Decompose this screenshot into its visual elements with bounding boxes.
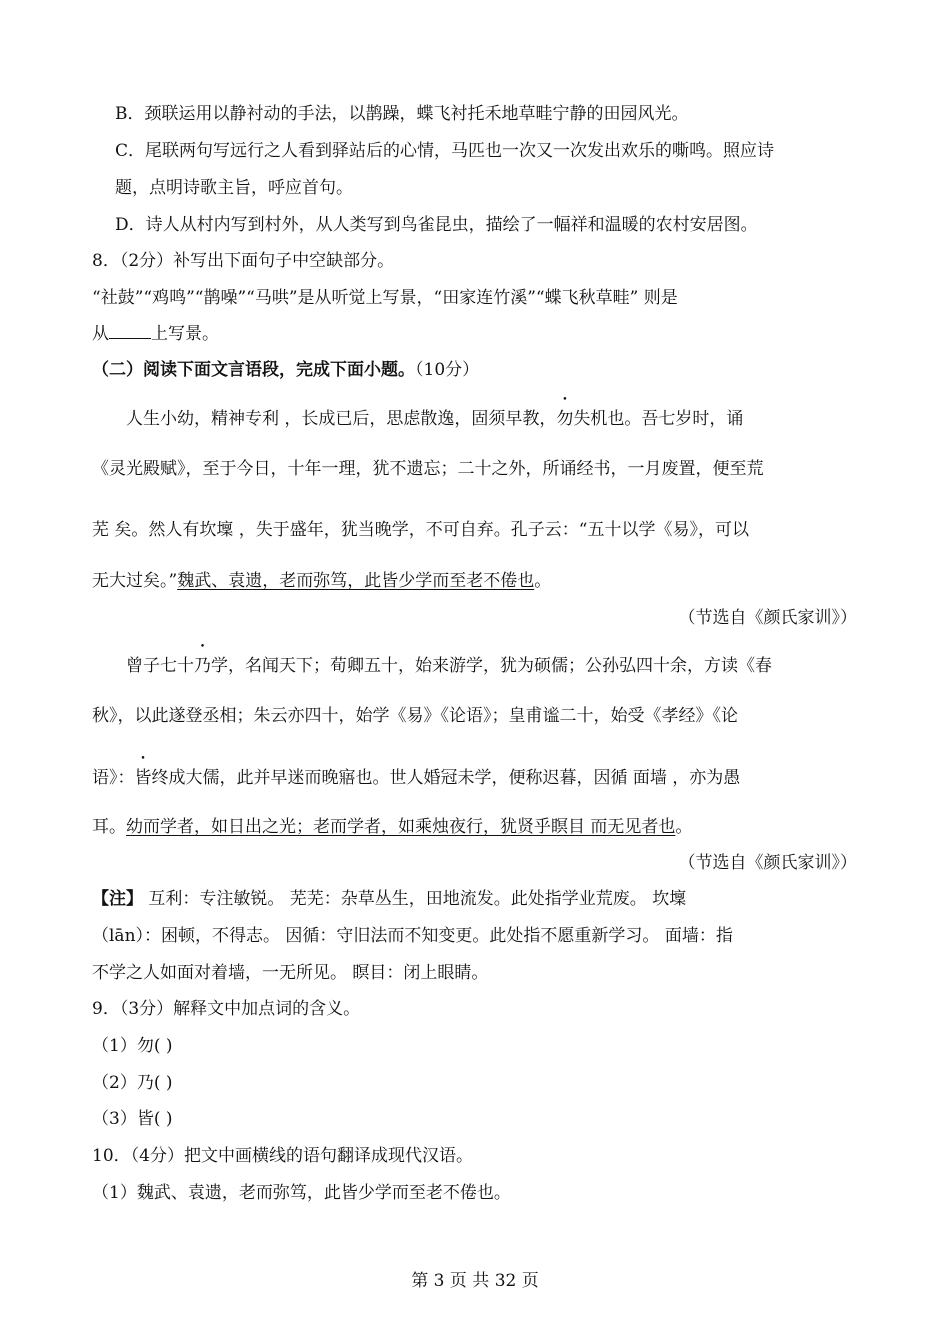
p2-line4 — [92, 815, 692, 839]
q9-item-3: （3）皆( ) — [92, 1109, 173, 1129]
underlined-sentence-1: 魏武、袁遗，老而弥笃，此皆少学而至老不倦也 — [177, 571, 535, 591]
q7-option-d: D．诗人从村内写到村外，从人类写到鸟雀昆虫，描绘了一幅祥和温暖的农村安居图。 — [115, 215, 758, 235]
p2-line4-a: 耳。 — [92, 817, 126, 837]
q8-line2-pre: 从 — [92, 324, 109, 344]
q10-item-1: （1）魏武、袁遗，老而弥笃，此皆少学而至老不倦也。 — [92, 1183, 511, 1203]
note-line1-text: 互利：专注敏锐。 芜芜：杂草丛生，田地流发。此处指学业荒废。 坎壈 — [143, 889, 687, 909]
q8-line2 — [92, 322, 219, 346]
q9-title: 9．（3分）解释文中加点词的含义。 — [92, 999, 361, 1019]
p1-line1 — [126, 407, 743, 431]
page-number: 第 3 页 共 32 页 — [411, 1271, 539, 1291]
q8-line2-post: 上写景。 — [151, 324, 219, 344]
q8-line1: “社鼓”“鸡鸣”“鹊噪”“马哄”是从听觉上写景，“田家连竹溪”“蝶飞秋草畦” 则是 — [92, 288, 678, 308]
note-line2: （lān）：困顿，不得志。 因循：守旧法而不知变更。此处指不愿重新学习。 面墙：指 — [92, 926, 733, 946]
note-label: 【注】 — [92, 889, 143, 909]
section2-title — [92, 358, 479, 382]
p1-line4-b: 。 — [534, 571, 552, 591]
q9-item-2: （2）乃( ) — [92, 1073, 173, 1093]
q8-title: 8．（2分）补写出下面句子中空缺部分。 — [92, 251, 395, 271]
underlined-sentence-2: 幼而学者，如日出之光；老而学者，如乘烛夜行，犹贤乎瞑目 而无见者也 — [126, 817, 676, 837]
p2-source: （节选自《颜氏家训》） — [678, 853, 857, 873]
note-line1 — [92, 887, 686, 911]
p1-source: （节选自《颜氏家训》） — [678, 608, 857, 628]
p2-line1-b: 学，名闻天下；荀卿五十，始来游学，犹为硕儒；公孙弘四十余，方读《春 — [211, 656, 772, 676]
q7-option-c-line2: 题，点明诗歌主旨，呼应首句。 — [115, 178, 353, 198]
q10-title: 10．（4分）把文中画横线的语句翻译成现代汉语。 — [92, 1146, 473, 1166]
note-line3: 不学之人如面对着墙，一无所见。 瞑目：闭上眼睛。 — [92, 963, 489, 983]
q9-item-1: （1）勿( ) — [92, 1036, 173, 1056]
q7-option-b: B．颈联运用以静衬动的手法，以鹊躁，蝶飞衬托禾地草畦宁静的田园风光。 — [115, 104, 689, 124]
p1-line1-a: 人生小幼，精神专利 ，长成已后，思虑散逸，固须早教， — [126, 409, 557, 429]
p1-line2: 《灵光殿赋》，至于今日，十年一理，犹不遗忘；二十之外，所诵经书，一月废置，便至荒 — [92, 459, 764, 479]
p2-line3-a: 语》： — [92, 768, 135, 788]
p2-line2: 秋》，以此遂登丞相；朱云亦四十，始学《易》《论语》；皇甫谧二十，始受《孝经》《论 — [92, 706, 738, 726]
p1-line4-a: 无大过矣。” — [92, 571, 178, 591]
p2-line4-b: 。 — [675, 817, 693, 837]
p1-line1-b: 失机也。吾七岁时，诵 — [573, 409, 744, 429]
section2-heading: （二）阅读下面文言语段，完成下面小题。 — [92, 360, 415, 380]
p1-line3: 芜 矣。然人有坎壈 ，失于盛年，犹当晚学，不可自弃。孔子云：“五十以学《易》，可以 — [92, 520, 749, 540]
dotted-word-nai: 乃 — [194, 656, 211, 676]
q8-blank — [109, 322, 151, 339]
dotted-word-wu: 勿 — [556, 409, 574, 429]
q7-option-c-line1: C．尾联两句写远行之人看到驿站后的心情，马匹也一次又一次发出欢乐的嘶鸣。照应诗 — [115, 141, 775, 161]
p2-line1-a: 曾子七十 — [126, 656, 194, 676]
p2-line1 — [126, 654, 772, 678]
p1-line4 — [92, 569, 551, 593]
dotted-word-jie: 皆 — [134, 768, 152, 788]
p2-line3 — [92, 766, 740, 790]
section2-score: （10分） — [415, 360, 480, 380]
p2-line3-b: 终成大儒，此并早迷而晚寤也。世人婚冠未学，便称迟暮，因循 面墙 ，亦为愚 — [151, 768, 741, 788]
